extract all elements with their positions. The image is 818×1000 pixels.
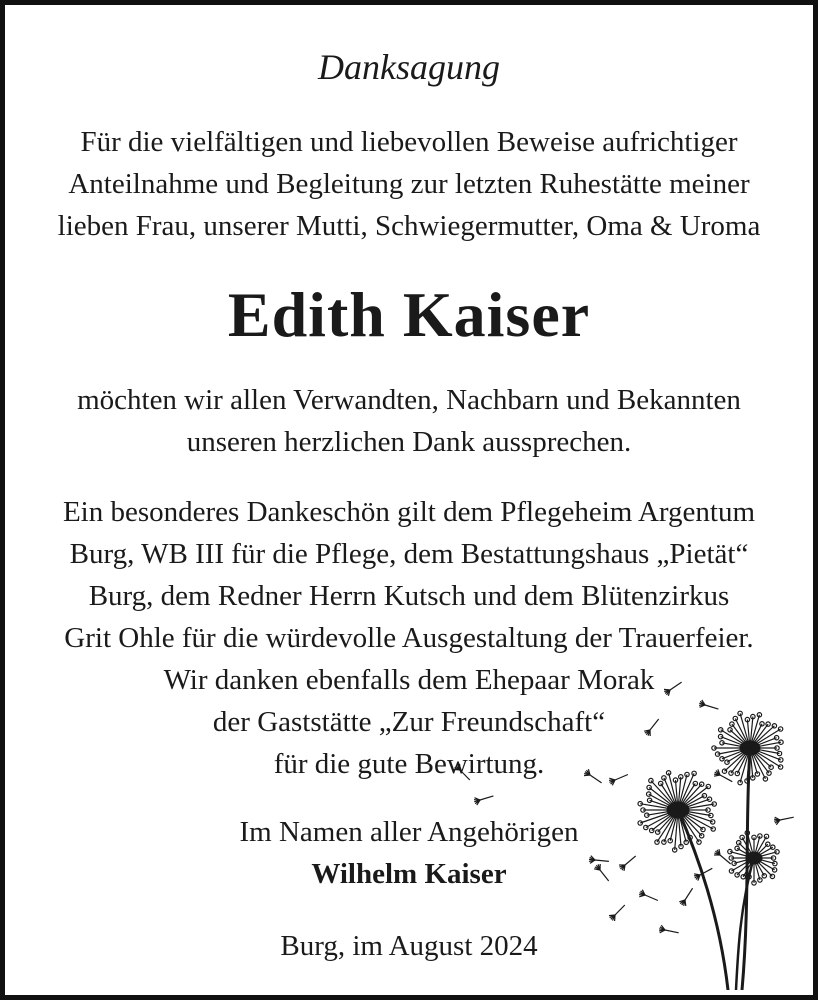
- special-line: für die gute Bewirtung.: [273, 748, 545, 780]
- deceased-name: Edith Kaiser: [227, 279, 591, 350]
- intro-line: Anteilnahme und Begleitung zur letzten Ruhestätte meiner: [68, 168, 750, 200]
- intro-line: Für die vielfältigen und liebevollen Beweise aufrichtiger: [80, 126, 738, 158]
- intro-line: lieben Frau, unserer Mutti, Schwiegermutter, Oma & Uroma: [57, 210, 761, 242]
- special-line: Burg, dem Redner Herrn Kutsch und dem Blütenzirkus: [88, 580, 730, 612]
- heading: Danksagung: [318, 47, 500, 87]
- special-line: der Gaststätte „Zur Freundschaft“: [212, 706, 606, 738]
- thanks-line: unseren herzlichen Dank aussprechen.: [186, 426, 632, 458]
- intro-text: [5, 121, 813, 247]
- special-line: Wir danken ebenfalls dem Ehepaar Morak: [163, 664, 655, 696]
- signer-name: Wilhelm Kaiser: [311, 858, 507, 890]
- special-line: Ein besonderes Dankeschön gilt dem Pflegeheim Argentum: [62, 496, 756, 528]
- signoff: Im Namen aller Angehörigen: [239, 816, 579, 848]
- dandelion-icon: [420, 660, 805, 990]
- place-date: Burg, im August 2024: [280, 930, 538, 962]
- thanks-text: [5, 379, 813, 463]
- special-line: Burg, WB III für die Pflege, dem Bestattungshaus „Pietät“: [69, 538, 749, 570]
- thanks-line: möchten wir allen Verwandten, Nachbarn und Bekannten: [77, 384, 741, 416]
- special-line: Grit Ohle für die würdevolle Ausgestaltung der Trauerfeier.: [64, 622, 754, 654]
